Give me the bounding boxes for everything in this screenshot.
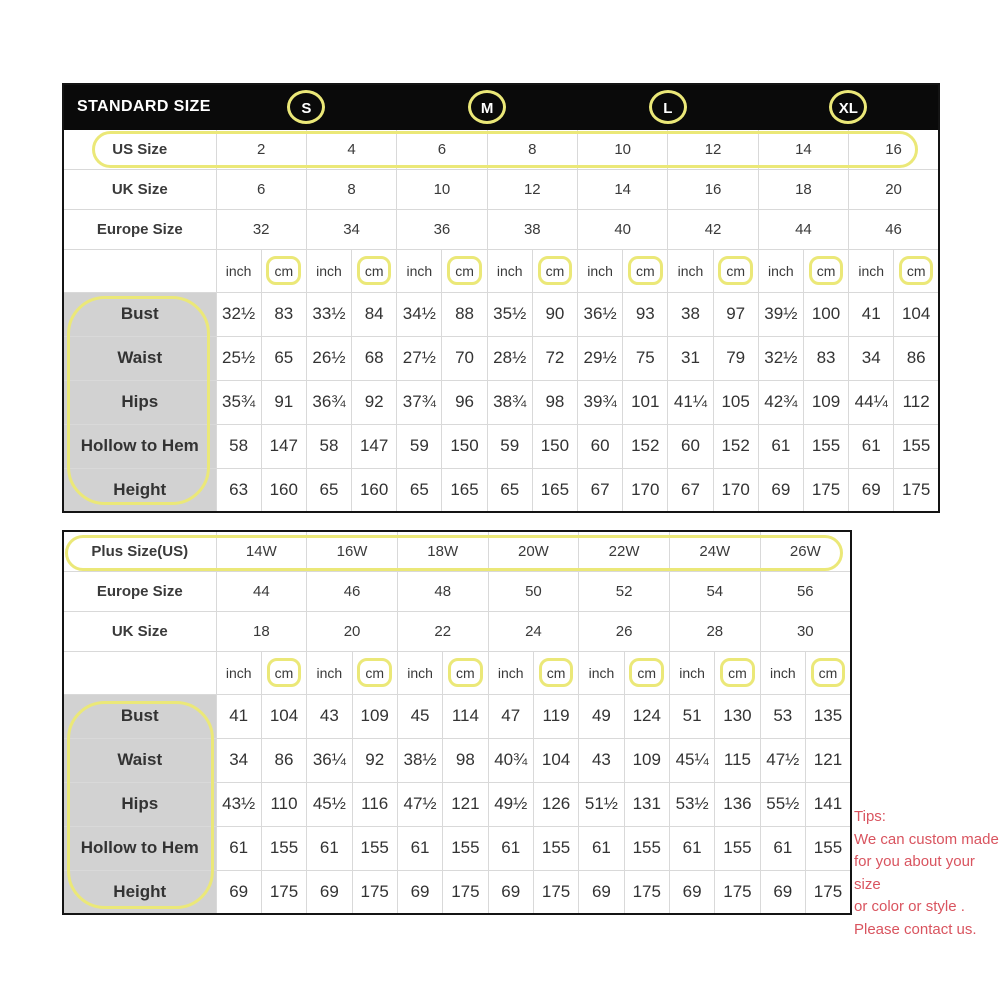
measurement-row <box>63 292 939 336</box>
measurement-value-cell: 83 <box>803 336 848 380</box>
size-value-cell: 12 <box>668 129 758 169</box>
unit-row <box>63 651 851 694</box>
measurement-value-cell: 32½ <box>216 292 261 336</box>
measurement-value-cell: 104 <box>261 694 306 738</box>
inch-unit-cell: inch <box>760 651 805 694</box>
size-value-cell: 38 <box>487 209 577 249</box>
size-value-cell: 2 <box>216 129 306 169</box>
measurement-value-cell: 65 <box>487 468 532 512</box>
cm-unit-cell <box>261 249 306 292</box>
measurement-value-cell: 130 <box>715 694 760 738</box>
measurement-value-cell: 61 <box>849 424 894 468</box>
measurement-value-cell: 34 <box>849 336 894 380</box>
size-value-cell: 36 <box>397 209 487 249</box>
tips-note <box>854 806 1000 941</box>
measurement-value-cell: 41 <box>849 292 894 336</box>
measurement-value-cell: 45¼ <box>669 738 714 782</box>
measurement-row <box>63 424 939 468</box>
cm-unit-cell <box>261 651 306 694</box>
measurement-label: Height <box>63 468 216 512</box>
measurement-value-cell: 69 <box>760 870 805 914</box>
measurement-value-cell: 58 <box>216 424 261 468</box>
measurement-value-cell: 60 <box>668 424 713 468</box>
measurement-value-cell: 65 <box>306 468 351 512</box>
size-conversion-row <box>63 611 851 651</box>
tips-line-1: We can custom made <box>854 830 999 848</box>
measurement-label: Waist <box>63 738 216 782</box>
size-value-cell: 40 <box>578 209 668 249</box>
measurement-value-cell: 114 <box>443 694 488 738</box>
measurement-value-cell: 104 <box>894 292 939 336</box>
inch-unit-cell: inch <box>306 249 351 292</box>
measurement-value-cell: 155 <box>803 424 848 468</box>
measurement-value-cell: 42¾ <box>758 380 803 424</box>
size-value-cell: 30 <box>760 611 851 651</box>
measurement-value-cell: 47 <box>488 694 533 738</box>
inch-unit-cell: inch <box>397 651 442 694</box>
measurement-value-cell: 155 <box>805 826 851 870</box>
measurement-value-cell: 36½ <box>578 292 623 336</box>
size-conversion-row <box>63 129 939 169</box>
measurement-value-cell: 44¼ <box>849 380 894 424</box>
size-value-cell: 14W <box>216 531 307 571</box>
size-conversion-row <box>63 209 939 249</box>
unit-row <box>63 249 939 292</box>
measurement-label: Bust <box>63 694 216 738</box>
cm-unit-cell <box>624 651 669 694</box>
measurement-value-cell: 38½ <box>397 738 442 782</box>
measurement-value-cell: 91 <box>261 380 306 424</box>
inch-unit-cell: inch <box>487 249 532 292</box>
cm-highlight-box: cm <box>447 256 482 285</box>
measurement-value-cell: 175 <box>805 870 851 914</box>
unit-row-spacer <box>63 249 216 292</box>
size-value-cell: 16W <box>307 531 398 571</box>
measurement-value-cell: 175 <box>715 870 760 914</box>
measurement-value-cell: 98 <box>443 738 488 782</box>
measurement-value-cell: 90 <box>532 292 577 336</box>
cm-unit-cell <box>533 651 578 694</box>
measurement-value-cell: 31 <box>668 336 713 380</box>
size-row-label: US Size <box>63 129 216 169</box>
measurement-value-cell: 43 <box>307 694 352 738</box>
size-value-cell: 16 <box>668 169 758 209</box>
measurement-label: Bust <box>63 292 216 336</box>
measurement-value-cell: 152 <box>623 424 668 468</box>
cm-highlight-box: cm <box>718 256 753 285</box>
size-value-cell: 56 <box>760 571 851 611</box>
size-value-cell: 46 <box>307 571 398 611</box>
size-group-m-circled: M <box>468 90 506 124</box>
measurement-value-cell: 32½ <box>758 336 803 380</box>
inch-unit-cell: inch <box>668 249 713 292</box>
measurement-value-cell: 69 <box>579 870 624 914</box>
measurement-value-cell: 152 <box>713 424 758 468</box>
measurement-label: Waist <box>63 336 216 380</box>
measurement-value-cell: 84 <box>352 292 397 336</box>
measurement-value-cell: 36¾ <box>306 380 351 424</box>
size-conversion-row <box>63 169 939 209</box>
size-value-cell: 4 <box>306 129 396 169</box>
measurement-value-cell: 79 <box>713 336 758 380</box>
inch-unit-cell: inch <box>397 249 442 292</box>
measurement-row <box>63 782 851 826</box>
size-value-cell: 24 <box>488 611 579 651</box>
measurement-value-cell: 115 <box>715 738 760 782</box>
size-row-label: Europe Size <box>63 571 216 611</box>
measurement-value-cell: 121 <box>805 738 851 782</box>
cm-highlight-box: cm <box>448 658 483 687</box>
measurement-value-cell: 175 <box>533 870 578 914</box>
measurement-value-cell: 45½ <box>307 782 352 826</box>
measurement-value-cell: 131 <box>624 782 669 826</box>
measurement-value-cell: 121 <box>443 782 488 826</box>
measurement-value-cell: 41 <box>216 694 261 738</box>
size-group-cell-m <box>397 84 578 129</box>
measurement-value-cell: 165 <box>442 468 487 512</box>
measurement-value-cell: 135 <box>805 694 851 738</box>
tips-line-4: Please contact us. <box>854 920 977 938</box>
measurement-value-cell: 92 <box>352 380 397 424</box>
measurement-value-cell: 26½ <box>306 336 351 380</box>
measurement-value-cell: 155 <box>352 826 397 870</box>
measurement-value-cell: 109 <box>352 694 397 738</box>
inch-unit-cell: inch <box>307 651 352 694</box>
measurement-value-cell: 175 <box>894 468 939 512</box>
measurement-row <box>63 694 851 738</box>
size-row-label: UK Size <box>63 611 216 651</box>
cm-highlight-box: cm <box>899 256 934 285</box>
cm-highlight-box: cm <box>539 658 574 687</box>
measurement-value-cell: 92 <box>352 738 397 782</box>
measurement-value-cell: 126 <box>533 782 578 826</box>
cm-unit-cell <box>442 249 487 292</box>
size-value-cell: 50 <box>488 571 579 611</box>
cm-unit-cell <box>352 249 397 292</box>
size-value-cell: 6 <box>216 169 306 209</box>
measurement-value-cell: 58 <box>306 424 351 468</box>
measurement-value-cell: 61 <box>216 826 261 870</box>
measurement-value-cell: 59 <box>487 424 532 468</box>
measurement-value-cell: 112 <box>894 380 939 424</box>
measurement-value-cell: 55½ <box>760 782 805 826</box>
measurement-value-cell: 34½ <box>397 292 442 336</box>
size-value-cell: 44 <box>758 209 848 249</box>
size-value-cell: 20W <box>488 531 579 571</box>
measurement-value-cell: 86 <box>894 336 939 380</box>
measurement-value-cell: 175 <box>443 870 488 914</box>
measurement-value-cell: 36¼ <box>307 738 352 782</box>
size-value-cell: 22W <box>579 531 670 571</box>
size-value-cell: 46 <box>849 209 939 249</box>
measurement-value-cell: 40¾ <box>488 738 533 782</box>
measurement-value-cell: 147 <box>352 424 397 468</box>
measurement-value-cell: 65 <box>261 336 306 380</box>
cm-highlight-box: cm <box>266 256 301 285</box>
size-value-cell: 14 <box>578 169 668 209</box>
measurement-value-cell: 141 <box>805 782 851 826</box>
measurement-value-cell: 35½ <box>487 292 532 336</box>
measurement-value-cell: 97 <box>713 292 758 336</box>
measurement-row <box>63 870 851 914</box>
cm-highlight-box: cm <box>628 256 663 285</box>
measurement-label: Hips <box>63 782 216 826</box>
size-group-s-circled: S <box>287 90 325 124</box>
measurement-value-cell: 86 <box>261 738 306 782</box>
measurement-value-cell: 43½ <box>216 782 261 826</box>
measurement-value-cell: 155 <box>533 826 578 870</box>
measurement-value-cell: 69 <box>307 870 352 914</box>
measurement-label: Height <box>63 870 216 914</box>
inch-unit-cell: inch <box>488 651 533 694</box>
size-value-cell: 26W <box>760 531 851 571</box>
size-value-cell: 18 <box>758 169 848 209</box>
measurement-value-cell: 45 <box>397 694 442 738</box>
size-group-xl-circled: XL <box>829 90 867 124</box>
size-value-cell: 52 <box>579 571 670 611</box>
measurement-value-cell: 155 <box>443 826 488 870</box>
measurement-value-cell: 61 <box>669 826 714 870</box>
measurement-value-cell: 98 <box>532 380 577 424</box>
measurement-value-cell: 33½ <box>306 292 351 336</box>
measurement-value-cell: 69 <box>397 870 442 914</box>
measurement-value-cell: 175 <box>352 870 397 914</box>
cm-unit-cell <box>443 651 488 694</box>
size-group-cell-s <box>216 84 397 129</box>
cm-unit-cell <box>805 651 851 694</box>
measurement-value-cell: 160 <box>261 468 306 512</box>
measurement-value-cell: 155 <box>624 826 669 870</box>
cm-unit-cell <box>623 249 668 292</box>
size-row-label: Europe Size <box>63 209 216 249</box>
measurement-value-cell: 47½ <box>397 782 442 826</box>
measurement-value-cell: 59 <box>397 424 442 468</box>
size-conversion-row <box>63 571 851 611</box>
measurement-value-cell: 69 <box>758 468 803 512</box>
measurement-label: Hollow to Hem <box>63 424 216 468</box>
size-value-cell: 8 <box>306 169 396 209</box>
measurement-value-cell: 147 <box>261 424 306 468</box>
measurement-value-cell: 165 <box>532 468 577 512</box>
measurement-value-cell: 61 <box>307 826 352 870</box>
measurement-label: Hollow to Hem <box>63 826 216 870</box>
size-value-cell: 26 <box>579 611 670 651</box>
measurement-value-cell: 96 <box>442 380 487 424</box>
cm-unit-cell <box>803 249 848 292</box>
measurement-value-cell: 37¾ <box>397 380 442 424</box>
size-group-cell-xl <box>758 84 939 129</box>
measurement-value-cell: 101 <box>623 380 668 424</box>
measurement-value-cell: 47½ <box>760 738 805 782</box>
measurement-value-cell: 61 <box>488 826 533 870</box>
plus-size-table <box>62 530 852 915</box>
measurement-value-cell: 170 <box>713 468 758 512</box>
measurement-value-cell: 53½ <box>669 782 714 826</box>
measurement-value-cell: 72 <box>532 336 577 380</box>
cm-highlight-box: cm <box>538 256 573 285</box>
size-value-cell: 20 <box>849 169 939 209</box>
measurement-value-cell: 155 <box>894 424 939 468</box>
inch-unit-cell: inch <box>758 249 803 292</box>
measurement-value-cell: 51 <box>669 694 714 738</box>
measurement-row <box>63 826 851 870</box>
measurement-value-cell: 175 <box>261 870 306 914</box>
measurement-value-cell: 70 <box>442 336 487 380</box>
measurement-value-cell: 105 <box>713 380 758 424</box>
size-value-cell: 42 <box>668 209 758 249</box>
cm-unit-cell <box>713 249 758 292</box>
measurement-value-cell: 110 <box>261 782 306 826</box>
size-row-label: Plus Size(US) <box>63 531 216 571</box>
measurement-value-cell: 104 <box>533 738 578 782</box>
measurement-value-cell: 100 <box>803 292 848 336</box>
measurement-value-cell: 175 <box>624 870 669 914</box>
measurement-value-cell: 60 <box>578 424 623 468</box>
size-value-cell: 18 <box>216 611 307 651</box>
standard-size-table <box>62 83 940 513</box>
measurement-value-cell: 53 <box>760 694 805 738</box>
tips-title: Tips: <box>854 808 886 825</box>
size-value-cell: 48 <box>397 571 488 611</box>
measurement-value-cell: 69 <box>488 870 533 914</box>
inch-unit-cell: inch <box>669 651 714 694</box>
measurement-value-cell: 29½ <box>578 336 623 380</box>
measurement-value-cell: 109 <box>624 738 669 782</box>
measurement-value-cell: 61 <box>758 424 803 468</box>
measurement-value-cell: 69 <box>849 468 894 512</box>
measurement-value-cell: 93 <box>623 292 668 336</box>
measurement-value-cell: 39¾ <box>578 380 623 424</box>
inch-unit-cell: inch <box>579 651 624 694</box>
size-row-label: UK Size <box>63 169 216 209</box>
size-value-cell: 12 <box>487 169 577 209</box>
size-value-cell: 16 <box>849 129 939 169</box>
measurement-value-cell: 27½ <box>397 336 442 380</box>
measurement-row <box>63 380 939 424</box>
size-group-cell-l <box>578 84 759 129</box>
cm-unit-cell <box>532 249 577 292</box>
measurement-value-cell: 39½ <box>758 292 803 336</box>
inch-unit-cell: inch <box>849 249 894 292</box>
measurement-value-cell: 69 <box>669 870 714 914</box>
size-value-cell: 10 <box>578 129 668 169</box>
inch-unit-cell: inch <box>578 249 623 292</box>
measurement-value-cell: 38¾ <box>487 380 532 424</box>
cm-unit-cell <box>894 249 939 292</box>
measurement-value-cell: 65 <box>397 468 442 512</box>
measurement-value-cell: 28½ <box>487 336 532 380</box>
measurement-value-cell: 116 <box>352 782 397 826</box>
cm-unit-cell <box>352 651 397 694</box>
measurement-value-cell: 75 <box>623 336 668 380</box>
measurement-value-cell: 83 <box>261 292 306 336</box>
measurement-value-cell: 67 <box>578 468 623 512</box>
measurement-value-cell: 49½ <box>488 782 533 826</box>
cm-highlight-box: cm <box>720 658 755 687</box>
measurement-value-cell: 61 <box>760 826 805 870</box>
cm-highlight-box: cm <box>357 256 392 285</box>
size-value-cell: 6 <box>397 129 487 169</box>
tips-line-3: or color or style . <box>854 898 965 915</box>
size-value-cell: 10 <box>397 169 487 209</box>
measurement-value-cell: 67 <box>668 468 713 512</box>
cm-highlight-box: cm <box>357 658 392 687</box>
measurement-value-cell: 25½ <box>216 336 261 380</box>
measurement-value-cell: 49 <box>579 694 624 738</box>
inch-unit-cell: inch <box>216 651 261 694</box>
tips-line-2: for you about your size <box>854 853 975 893</box>
measurement-value-cell: 155 <box>715 826 760 870</box>
measurement-value-cell: 61 <box>579 826 624 870</box>
measurement-value-cell: 88 <box>442 292 487 336</box>
measurement-row <box>63 468 939 512</box>
measurement-value-cell: 155 <box>261 826 306 870</box>
cm-highlight-box: cm <box>267 658 302 687</box>
measurement-value-cell: 61 <box>397 826 442 870</box>
size-value-cell: 44 <box>216 571 307 611</box>
measurement-value-cell: 109 <box>803 380 848 424</box>
size-value-cell: 8 <box>487 129 577 169</box>
measurement-row <box>63 738 851 782</box>
measurement-value-cell: 43 <box>579 738 624 782</box>
measurement-value-cell: 150 <box>442 424 487 468</box>
size-group-l-circled: L <box>649 90 687 124</box>
cm-highlight-box: cm <box>629 658 664 687</box>
size-value-cell: 28 <box>669 611 760 651</box>
measurement-value-cell: 35¾ <box>216 380 261 424</box>
measurement-value-cell: 63 <box>216 468 261 512</box>
measurement-label: Hips <box>63 380 216 424</box>
measurement-value-cell: 170 <box>623 468 668 512</box>
measurement-value-cell: 68 <box>352 336 397 380</box>
unit-row-spacer <box>63 651 216 694</box>
cm-highlight-box: cm <box>809 256 844 285</box>
size-value-cell: 34 <box>306 209 396 249</box>
standard-size-header-bar <box>63 84 939 129</box>
cm-highlight-box: cm <box>811 658 846 687</box>
measurement-value-cell: 41¼ <box>668 380 713 424</box>
measurement-value-cell: 34 <box>216 738 261 782</box>
standard-size-title: STANDARD SIZE <box>63 84 216 129</box>
measurement-value-cell: 175 <box>803 468 848 512</box>
size-conversion-row <box>63 531 851 571</box>
size-value-cell: 24W <box>669 531 760 571</box>
size-value-cell: 18W <box>397 531 488 571</box>
measurement-value-cell: 136 <box>715 782 760 826</box>
cm-unit-cell <box>715 651 760 694</box>
measurement-value-cell: 51½ <box>579 782 624 826</box>
size-value-cell: 14 <box>758 129 848 169</box>
measurement-value-cell: 119 <box>533 694 578 738</box>
measurement-value-cell: 160 <box>352 468 397 512</box>
inch-unit-cell: inch <box>216 249 261 292</box>
size-value-cell: 22 <box>397 611 488 651</box>
size-value-cell: 32 <box>216 209 306 249</box>
size-value-cell: 20 <box>307 611 398 651</box>
measurement-value-cell: 38 <box>668 292 713 336</box>
measurement-value-cell: 150 <box>532 424 577 468</box>
measurement-value-cell: 69 <box>216 870 261 914</box>
measurement-value-cell: 124 <box>624 694 669 738</box>
size-value-cell: 54 <box>669 571 760 611</box>
measurement-row <box>63 336 939 380</box>
